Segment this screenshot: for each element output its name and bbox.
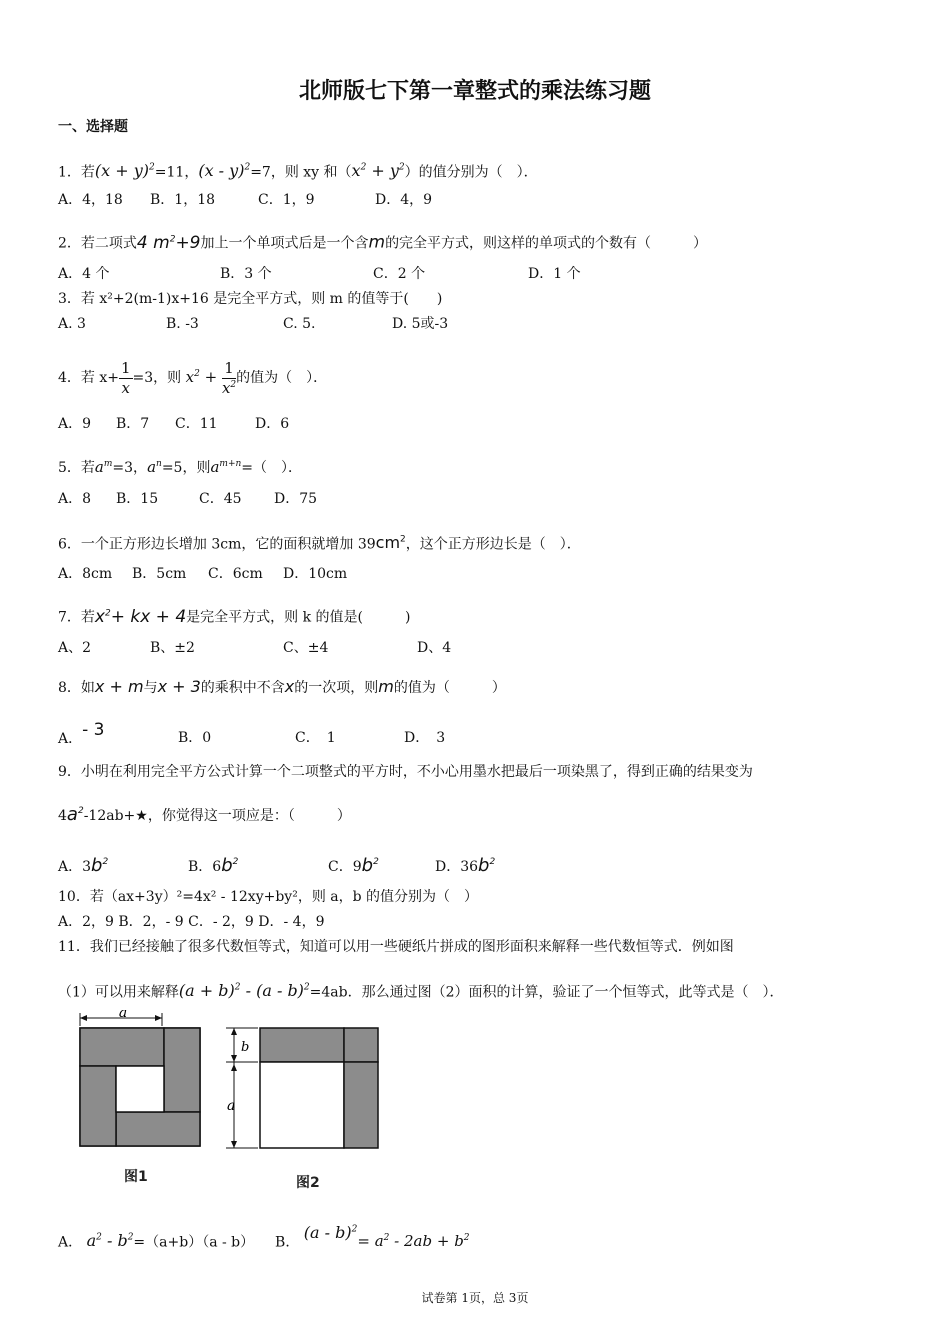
- q8-and: 与: [143, 680, 158, 696]
- q7-option-b: B、±2: [150, 640, 195, 656]
- question-9-line2: $4a^2-12ab+★$，你觉得这一项应是：（ ）: [58, 804, 351, 825]
- page-footer: 试卷第 1页，总 3页: [421, 1291, 529, 1305]
- question-11-line1: 11．我们已经接触了很多代数恒等式，知道可以用一些硬纸片拼成的图形面积来解释一些代数恒等式．例如图: [58, 939, 734, 955]
- q11-expr: $(a + b)^2 - (a - b)^2$: [178, 981, 310, 1001]
- q6-option-b: B．5cm: [132, 566, 187, 582]
- q2-option-a: A．4 个: [58, 266, 110, 282]
- q2-prefix: 2．若二项式: [58, 235, 137, 252]
- question-8: [58, 677, 506, 698]
- question-10: 10．若（ax+3y）²=4x² - 12xy+by²，则 a，b 的值分别为（ ）: [58, 889, 479, 905]
- q1-expr3: $x^2 + y^2$: [351, 161, 405, 181]
- q8-suffix: 的值为（ ）: [393, 680, 506, 696]
- fig2-label-a: a: [227, 1098, 236, 1114]
- q1-option-d: D．4，9: [375, 192, 433, 208]
- q5-value2: =5，则: [161, 460, 211, 476]
- q7-suffix: 是完全平方式，则 k 的值是( ): [186, 609, 411, 626]
- q8-expr1: x + m: [94, 677, 144, 696]
- q6-option-c: C．6cm: [208, 566, 263, 582]
- fig2-label-b: b: [241, 1040, 250, 1055]
- q4-option-d: D．6: [255, 416, 290, 432]
- q11-option-b-expr: (a - b)$^2$: [303, 1223, 358, 1243]
- q11-prefix: （1）可以用来解释: [58, 984, 179, 1001]
- q2-middle: 加上一个单项式后是一个含: [200, 235, 369, 252]
- q1-prefix: 1．若: [58, 164, 95, 181]
- q5-option-c: C．45: [199, 491, 242, 507]
- figure-1: [80, 1010, 200, 1146]
- question-6: [58, 530, 581, 554]
- q4-option-b: B．7: [116, 416, 150, 432]
- q8-expr2: x + 3: [157, 677, 201, 696]
- q7-option-a: A、2: [58, 640, 92, 656]
- q4-prefix: 4．若 x+: [58, 370, 119, 386]
- figure-1-caption: 图1: [124, 1169, 148, 1185]
- q9-option-a: A．$3b^2$: [58, 855, 109, 876]
- q9-option-d: D．$36b^2$: [435, 855, 496, 876]
- q8-prefix: 8．如: [58, 680, 95, 696]
- q3-option-b: B. -3: [166, 316, 199, 332]
- q7-option-c: C、±4: [283, 640, 329, 656]
- q9-option-b: B．$6b^2$: [188, 855, 239, 876]
- q7-option-d: D、4: [417, 640, 452, 656]
- q3-option-c: C. 5.: [283, 316, 316, 332]
- q5-prefix: 5．若: [58, 460, 95, 476]
- q1-option-a: A．4，18: [58, 192, 123, 208]
- q3-option-d: D. 5或-3: [392, 316, 449, 332]
- q8-var-x: x: [284, 677, 295, 696]
- q3-option-a: A. 3: [58, 316, 86, 332]
- q2-var-m: m: [368, 232, 386, 253]
- q5-suffix: =（ ）．: [241, 460, 303, 476]
- q6-option-a: A．8cm: [58, 566, 113, 582]
- q11-option-a-label: A．: [58, 1234, 83, 1251]
- q2-suffix: 的完全平方式，则这样的单项式的个数有（ ）: [385, 235, 708, 252]
- q1-value2: =7，则 xy 和（: [250, 164, 352, 181]
- q7-expr: $x^2+$ kx + 4: [94, 606, 187, 627]
- q4-fraction-1-over-x: $\frac{1}{x}$: [120, 358, 131, 397]
- q6-prefix: 6．一个正方形边长增加 3cm，它的面积就增加 39: [58, 536, 376, 553]
- question-4: [58, 350, 327, 402]
- question-1: [58, 158, 538, 182]
- question-3: 3．若 x²+2(m-1)x+16 是完全平方式，则 m 的值等于( ): [58, 291, 443, 307]
- q4-option-a: A．9: [58, 416, 92, 432]
- q6-suffix: ，这个正方形边长是（ ）．: [405, 536, 581, 553]
- q11-options: [58, 1223, 470, 1252]
- q8-option-c: C． 1: [295, 730, 336, 746]
- q9-a-squared: $a^2$: [66, 804, 84, 825]
- q2-option-c: C．2 个: [373, 266, 426, 282]
- q2-option-b: B．3 个: [220, 266, 272, 282]
- q8-var-m: m: [378, 677, 394, 696]
- figure-2-caption: 图2: [296, 1175, 320, 1191]
- q9-suffix: -12ab+★，你觉得这一项应是：（ ）: [83, 808, 351, 824]
- q8-option-a: A．- 3: [58, 720, 105, 747]
- question-2: [58, 229, 707, 254]
- q9-option-c: C．$9b^2$: [328, 855, 379, 876]
- q8-middle2: 的一次项，则: [294, 680, 379, 696]
- q5-a-pow-m: $a^m$: [94, 458, 113, 476]
- question-5: [58, 454, 302, 478]
- q6-option-d: D．10cm: [283, 566, 348, 582]
- fig1-label-a: a: [118, 1010, 128, 1021]
- question-9-line1: 9．小明在利用完全平方公式计算一个二项整式的平方时，不小心用墨水把最后一项染黑了，得到正确的结果变为: [58, 764, 753, 780]
- q1-suffix: ）的值分别为（ ）．: [404, 164, 538, 181]
- q11-option-a-rhs: =（a+b）（a - b）: [133, 1234, 255, 1251]
- q8-option-b: B．0: [178, 730, 212, 746]
- figure-2: [226, 1028, 378, 1148]
- q5-a-pow-n: $a^n$: [147, 458, 162, 476]
- section-heading: 一、选择题: [58, 119, 128, 135]
- q5-option-b: B．15: [116, 491, 159, 507]
- question-11-line2: [58, 978, 784, 1002]
- q4-middle: =3，则: [132, 370, 182, 386]
- q11-suffix: =4ab．那么通过图（2）面积的计算，验证了一个恒等式，此等式是（ ）．: [309, 984, 784, 1001]
- q8-option-d: D． 3: [404, 730, 446, 746]
- q10-options: A．2，9 B．2，- 9 C．- 2，9 D．- 4，9: [58, 914, 325, 930]
- q11-option-b-rhs: = $a^2 - 2ab + b^2$: [357, 1232, 470, 1251]
- figures-svg: [76, 1010, 386, 1190]
- q4-option-c: C．11: [175, 416, 218, 432]
- q4-expr: $x^2$ +: [185, 368, 222, 386]
- q2-expr: 4 $m^2+9$: [136, 232, 201, 253]
- figure-area: [76, 1010, 386, 1194]
- q7-prefix: 7．若: [58, 609, 95, 626]
- page-title: 北师版七下第一章整式的乘法练习题: [298, 79, 651, 104]
- q8-middle: 的乘积中不含: [200, 680, 285, 696]
- q2-option-d: D．1 个: [528, 266, 581, 282]
- q1-option-b: B．1，18: [150, 192, 216, 208]
- q1-value1: =11，: [154, 164, 199, 181]
- q1-option-c: C．1，9: [258, 192, 315, 208]
- q1-expr2: (x - y)$^2$: [198, 161, 251, 181]
- q6-unit: $cm^2$: [375, 533, 406, 553]
- q4-suffix: 的值为（ ）．: [236, 370, 328, 386]
- q5-option-a: A．8: [58, 491, 92, 507]
- q11-option-a-expr: $a^2 - b^2$: [86, 1231, 134, 1251]
- q5-value1: =3，: [112, 460, 148, 476]
- q5-option-d: D．75: [274, 491, 318, 507]
- q5-a-pow-mn: $a^{m+n}$: [210, 458, 242, 476]
- q1-expr1: $(x + y)^2$: [94, 161, 155, 181]
- q11-option-b-label: B．: [275, 1234, 300, 1251]
- question-7: [58, 603, 410, 628]
- q4-fraction-1-over-x2: $\frac{1}{x^2}$: [221, 358, 237, 397]
